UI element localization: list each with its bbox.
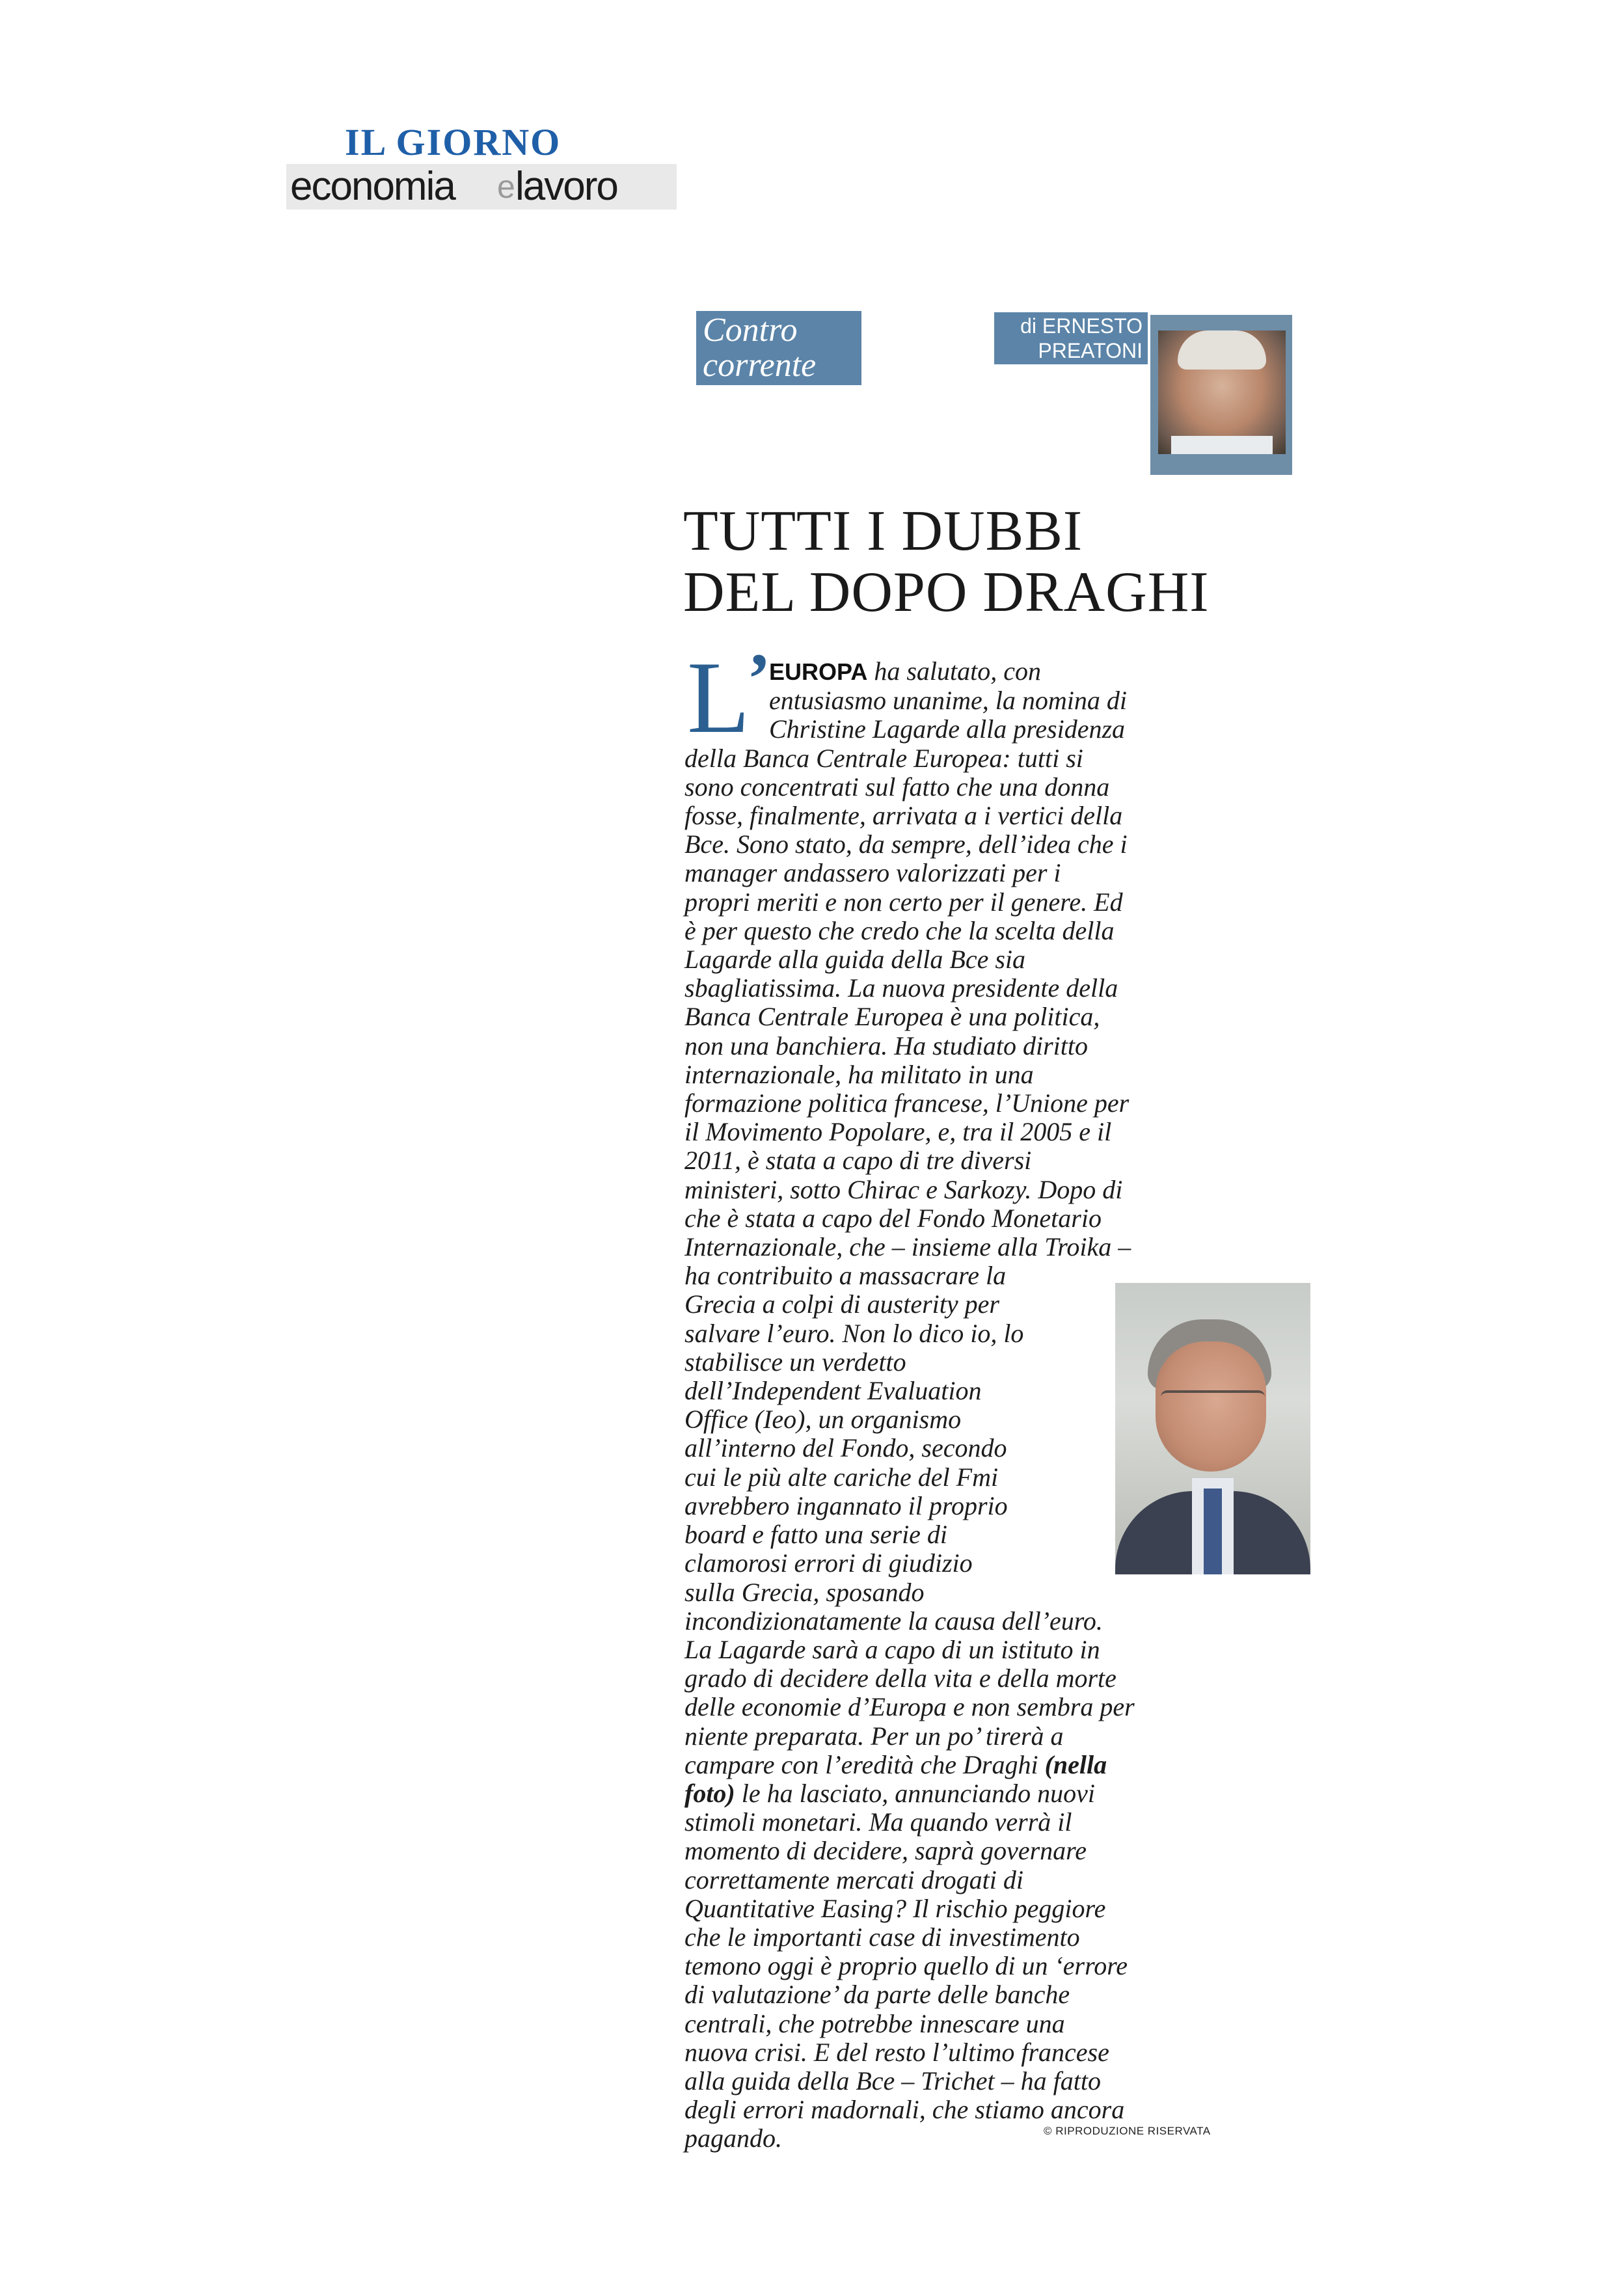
body-line: fosse, finalmente, arrivata a i vertici della: [684, 801, 1123, 831]
section-title-part-1: economia: [290, 164, 455, 209]
column-rubric: [696, 311, 861, 385]
body-line-text: le ha lasciato, annunciando nuovi: [735, 1778, 1096, 1808]
body-line: degli errori madornali, che stiamo ancora: [684, 2095, 1125, 2125]
body-line: niente preparata. Per un po’ tirerà a: [684, 1721, 1064, 1751]
body-line: temono oggi è proprio quello di un ‘errore: [684, 1951, 1128, 1981]
photo-reference-end: foto): [684, 1778, 735, 1808]
body-line: grado di decidere della vita e della morte: [684, 1664, 1116, 1693]
body-line: formazione politica francese, l’Unione per: [684, 1088, 1130, 1118]
body-line: Bce. Sono stato, da sempre, dell’idea che i: [684, 829, 1128, 859]
article-headline: [683, 501, 1269, 623]
body-line: Office (Ieo), un organismo: [684, 1405, 962, 1435]
body-line: clamorosi errori di giudizio: [684, 1548, 973, 1578]
body-line: Quantitative Easing? Il rischio peggiore: [684, 1893, 1106, 1923]
body-line: ha contribuito a massacrare la: [684, 1261, 1007, 1291]
body-line: Internazionale, che – insieme alla Troika –: [684, 1232, 1131, 1262]
draghi-photo-glasses: [1161, 1390, 1265, 1415]
author-photo-hair: [1178, 330, 1266, 370]
body-line: [684, 1751, 1135, 1779]
body-line: correttamente mercati drogati di: [684, 1865, 1024, 1894]
body-line: internazionale, ha militato in una: [684, 1059, 1034, 1089]
photo-reference: (nella: [1044, 1749, 1107, 1779]
body-line: il Movimento Popolare, e, tra il 2005 e il: [684, 1117, 1112, 1147]
body-line: della Banca Centrale Europea: tutti si: [684, 743, 1083, 773]
body-line: Christine Lagarde alla presidenza: [769, 714, 1126, 744]
body-line: non una banchiera. Ha studiato diritto: [684, 1031, 1088, 1060]
section-title-part-2: e: [497, 168, 514, 205]
body-line: stimoli monetari. Ma quando verrà il: [684, 1807, 1072, 1837]
body-line-text: campare con l’eredità che Draghi: [684, 1749, 1045, 1779]
body-line: ministeri, sotto Chirac e Sarkozy. Dopo di: [684, 1174, 1123, 1204]
body-line: pagando.: [684, 2123, 782, 2153]
body-line: sbagliatissima. La nuova presidente della: [684, 973, 1118, 1003]
body-line: nuova crisi. E del resto l’ultimo francese: [684, 2037, 1109, 2067]
body-line: alla guida della Bce – Trichet – ha fatto: [684, 2066, 1101, 2095]
body-line: entusiasmo unanime, la nomina di: [769, 686, 1127, 716]
body-line: momento di decidere, saprà governare: [684, 1836, 1087, 1866]
body-line: sulla Grecia, sposando: [684, 1577, 925, 1607]
body-line: che le importanti case di investimento: [684, 1922, 1080, 1952]
body-line: è per questo che credo che la scelta della: [684, 915, 1115, 945]
lead-word: EUROPA: [769, 658, 868, 685]
body-line-text: ha salutato, con: [867, 656, 1042, 686]
draghi-photo: [1115, 1283, 1310, 1574]
copyright-notice: © RIPRODUZIONE RISERVATA: [1044, 2125, 1211, 2137]
body-line: avrebbero ingannato il proprio: [684, 1490, 1008, 1520]
body-line: [684, 1779, 1135, 1808]
author-photo-frame: [1150, 315, 1292, 475]
author-photo-collar: [1171, 436, 1273, 454]
author-photo: [1158, 330, 1286, 454]
body-line: delle economie d’Europa e non sembra per: [684, 1692, 1135, 1722]
body-line: 2011, è stata a capo di tre diversi: [684, 1146, 1032, 1176]
article-body: [684, 657, 1135, 2153]
body-line: Banca Centrale Europea è una politica,: [684, 1002, 1100, 1032]
rubric-line-2: corrente: [703, 347, 817, 384]
section-title-part-3: lavoro: [515, 164, 617, 209]
body-line: che è stata a capo del Fondo Monetario: [684, 1203, 1102, 1233]
byline-line-2: PREATONI: [1038, 339, 1143, 362]
body-line: incondizionatamente la causa dell’euro.: [684, 1606, 1103, 1636]
body-line: stabilisce un verdetto: [684, 1347, 906, 1377]
drop-cap-apostrophe: ’: [747, 639, 771, 718]
body-line: Lagarde alla guida della Bce sia: [684, 945, 1026, 975]
body-line: propri meriti e non certo per il genere. Ed: [684, 887, 1123, 917]
draghi-photo-tie: [1204, 1489, 1222, 1574]
body-line: salvare l’euro. Non lo dico io, lo: [684, 1318, 1024, 1348]
body-line: dell’Independent Evaluation: [684, 1376, 982, 1406]
body-line: manager andassero valorizzati per i: [684, 858, 1061, 888]
body-line: board e fatto una serie di: [684, 1520, 948, 1550]
body-line: La Lagarde sarà a capo di un istituto in: [684, 1634, 1100, 1664]
body-line: all’interno del Fondo, secondo: [684, 1433, 1007, 1463]
body-line: centrali, che potrebbe innescare una: [684, 2008, 1065, 2038]
section-title: [286, 164, 677, 209]
body-line: [684, 657, 1135, 686]
rubric-line-1: Contro: [703, 312, 798, 349]
body-line: sono concentrati sul fatto che una donna: [684, 772, 1110, 802]
body-line: Grecia a colpi di austerity per: [684, 1289, 999, 1319]
newspaper-name: IL GIORNO: [345, 121, 562, 163]
body-line: di valutazione’ da parte delle banche: [684, 1980, 1070, 2010]
drop-cap: L: [687, 641, 750, 755]
byline-line-1: di ERNESTO: [1020, 314, 1143, 338]
author-byline: [994, 312, 1148, 364]
headline-line-2: DEL DOPO DRAGHI: [683, 561, 1210, 624]
body-line: cui le più alte cariche del Fmi: [684, 1462, 999, 1492]
headline-line-1: TUTTI I DUBBI: [683, 500, 1083, 563]
